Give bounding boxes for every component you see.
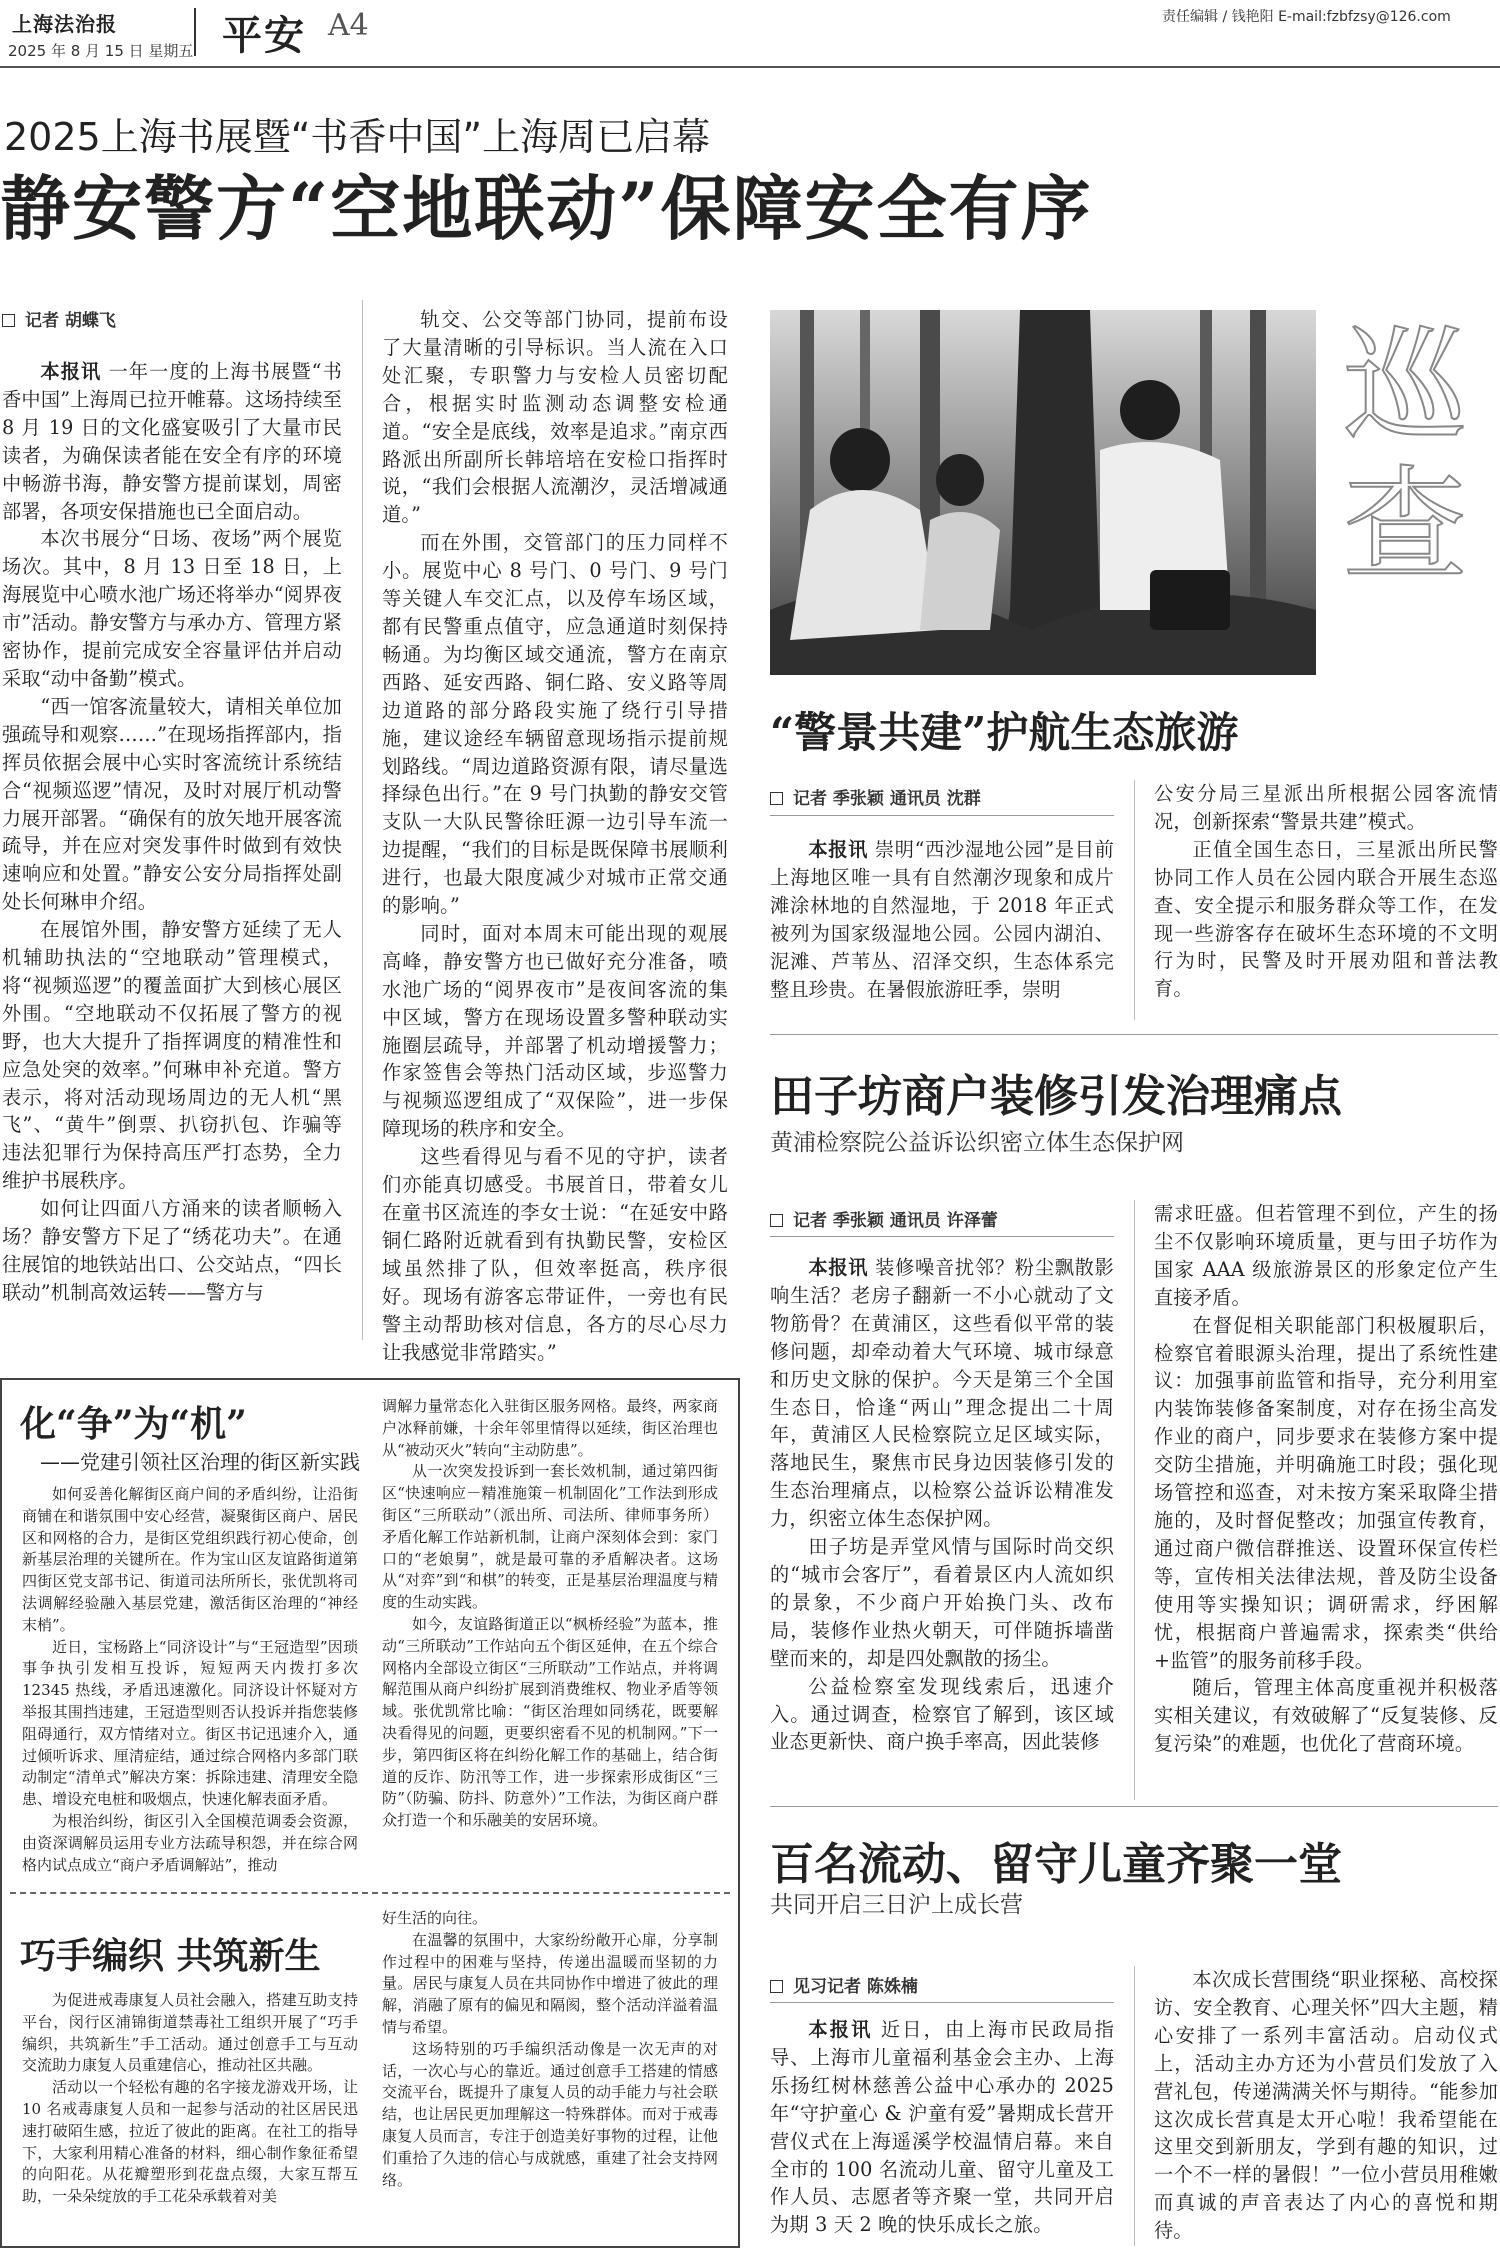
paragraph [1154, 1966, 1498, 2245]
paragraph-text: 一年一度的上海书展暨“书香中国”上海周已拉开帷幕。这场持续至 8 月 19 日的文化盛宴吸引了大量市民读者，为确保读者能在安全有序的环境中畅游书海，静安警方提前谋划，周密部署，各项安保措施也已全面启动。 [2, 360, 342, 523]
paragraph [770, 1673, 1114, 1757]
story4-subhead: 共同开启三日沪上成长营 [770, 1892, 1023, 1918]
paragraph [770, 2016, 1114, 2239]
dateline-lead: 本报讯 [808, 2018, 873, 2041]
story3-headline: 田子坊商户装修引发治理痛点 [770, 1071, 1342, 1122]
column-divider [362, 300, 363, 1340]
story4-headline: 百名流动、留守儿童齐聚一堂 [770, 1839, 1342, 1890]
byline-square-icon [770, 1980, 783, 1993]
paragraph-text: 正值全国生态日，三星派出所民警协同工作人员在公园内联合开展生态巡查、安全提示和服务群众等工作，在发现一些游客存在破坏生态环境的不文明行为时，民警及时开展劝阻和普法教育。 [1154, 837, 1498, 1001]
paragraph-text: 随后，管理主体高度重视并积极落实相关建议，有效破解了“反复装修、反复污染”的难题，也优化了营商环境。 [1154, 1676, 1498, 1756]
paragraph [382, 920, 728, 1143]
paragraph-text: 如何让四面八方涌来的读者顺畅入场？静安警方下足了“绣花功夫”。在通往展馆的地铁站出口、公交站点，“四长联动”机制高效运转——警方与 [2, 1197, 342, 1304]
paragraph-text: 活动以一个轻松有趣的名字接龙游戏开场，让 10 名戒毒康复人员和一起参与活动的社区居民迅速打破陌生感，拉近了彼此的距离。在社工的指导下，大家利用精心准备的材料，细心制作象征希望的向阳花。从花瓣塑形到花盘点缀，大家互帮互助，一朵朵绽放的手工花朵承载着对美 [22, 2078, 358, 2206]
box1-column-1 [22, 1484, 358, 1874]
story2-byline-rule [770, 815, 1114, 816]
box2-column-2 [382, 1908, 718, 2240]
paragraph [382, 529, 728, 920]
top-kicker: 2025上海书展暨“书香中国”上海周已启幕 [4, 115, 711, 159]
paragraph-text: 从一次突发投诉到一套长效机制，通过第四街区“快速响应－精准施策－机制固化”工作法到形成街区“三所联动”（派出所、司法所、律师事务所）矛盾化解工作站新机制，让商户深刻体会到：家门口的“老娘舅”，就是最可靠的矛盾解决者。这场从“对弈”到“和棋”的转变，正是基层治理温度与精度的生动实践。 [382, 1462, 718, 1612]
byline-square-icon [770, 1214, 783, 1227]
paragraph-text: 这场特别的巧手编织活动像是一次无声的对话，一次心与心的靠近。通过创意手工搭建的情感交流平台，既提升了康复人员的动手能力与社会联结，也让居民更加理解这一特殊群体。而对于戒毒康复人员而言，专注于创造美好事物的过程，让他们重拾了久违的信心与成就感，重建了社会支持网络。 [382, 2039, 718, 2189]
story3-byline-rule [770, 1236, 1114, 1237]
patrol-photo [770, 310, 1316, 675]
paragraph [382, 1461, 718, 1614]
paragraph [770, 1533, 1114, 1673]
paragraph [2, 693, 342, 916]
paragraph [770, 1254, 1114, 1533]
editor-line: 责任编辑 / 钱艳阳 E-mail:fzbfzsy@126.com [1162, 9, 1451, 25]
paragraph-text: “西一馆客流量较大，请相关单位加强疏导和观察……”在现场指挥部内，指挥员依据会展中心实时客流统计系统结合“视频巡逻”情况，及时对展厅机动警力展开部署。“确保有的放矢地开展客流疏导，并在应对突发事件时做到有效快速响应和处置。”静安公安分局指挥处副处长何琳申介绍。 [2, 694, 342, 914]
dateline-lead: 本报讯 [808, 838, 869, 861]
paragraph [2, 1195, 342, 1307]
paragraph-text: 轨交、公交等部门协同，提前布设了大量清晰的引导标识。当人流在入口处汇聚，专职警力与安检人员密切配合，根据实时监测动态调整安检通道。“安全是底线，效率是追求。”南京西路派出所副所长韩培培在安检口指挥时说，“我们会根据人流潮汐，灵活增减通道。” [382, 308, 728, 527]
paragraph-text: 需求旺盛。但若管理不到位，产生的扬尘不仅影响环境质量，更与田子坊作为国家 AAA 级旅游景区的形象定位产生直接矛盾。 [1154, 1202, 1498, 1309]
paragraph-text: 在督促相关职能部门积极履职后，检察官着眼源头治理，提出了系统性建议：加强事前监管和指导，充分利用室内装饰装修备案制度，对存在扬尘高发作业的商户，同步要求在装修方案中提交防尘措施，并明确施工时段；强化现场管控和巡查，对未按方案采取降尘措施的，及时督促整改；加强宣传教育，通过商户微信群推送、设置环保宣传栏等，宣传相关法律法规，普及防尘设备使用等实操知识；调研需求，纾困解忧，根据商户普遍需求，探索类“供给+监管”的服务前移手段。 [1154, 1313, 1498, 1672]
box1-subhead: ——党建引领社区治理的街区新实践 [40, 1450, 360, 1474]
paragraph [1154, 1200, 1498, 1312]
byline-text: 记者 胡蝶飞 [25, 311, 116, 331]
byline-square-icon [770, 792, 783, 805]
patrol-stamp: 巡查 [1342, 314, 1467, 598]
paragraph-text: 好生活的向往。 [382, 1909, 488, 1927]
paragraph [22, 2077, 358, 2208]
box2-column-1 [22, 1990, 358, 2240]
paragraph [382, 1908, 718, 1930]
column-divider [1134, 1200, 1135, 1800]
story2-column-1 [770, 836, 1114, 1016]
masthead-divider [194, 8, 196, 56]
paragraph [2, 916, 342, 1195]
paragraph [22, 1990, 358, 2077]
byline-text: 见习记者 陈姝楠 [793, 1977, 918, 1997]
byline-square-icon [2, 314, 15, 327]
story4-byline [770, 1972, 918, 1997]
box-inner-divider [10, 1892, 730, 1894]
story3-column-1 [770, 1254, 1114, 1794]
paragraph [22, 1637, 358, 1811]
section-name: 平安 [222, 12, 306, 59]
paragraph-text: 本次成长营围绕“职业探秘、高校探访、安全教育、心理关怀”四大主题，精心安排了一系列丰富活动。启动仪式上，活动主办方还为小营员们发放了入营礼包，传递满满关怀与期待。“能参加这次成长营真是太开心啦！我希望能在这里交到新朋友，学到有趣的知识，过一个不一样的暑假！”一位小营员用稚嫩而真诚的声音表达了内心的喜悦和期待。 [1154, 1968, 1498, 2243]
paragraph-text: 本次书展分“日场、夜场”两个展览场次。其中，8 月 13 日至 18 日，上海展览中心喷水池广场还将举办“阅界夜市”活动。静安警方与承办方、管理方紧密协作，提前完成安全容量评估并启动采取“动中备勤”模式。 [2, 527, 342, 690]
column-divider [1134, 780, 1135, 1020]
byline-text: 记者 季张颖 通讯员 许泽蕾 [793, 1211, 998, 1231]
paragraph [382, 2039, 718, 2192]
top-byline [2, 306, 116, 331]
story2-column-2 [1154, 780, 1498, 1016]
paragraph [770, 836, 1114, 1003]
paragraph [2, 525, 342, 692]
paragraph-text: 近日，由上海市民政局指导、上海市儿童福利基金会主办、上海乐扬红树林慈善公益中心承办的 2025 年“守护童心 & 沪童有爱”暑期成长营开营仪式在上海遥溪学校温情启幕。来自全市的 100 名流动儿童、留守儿童及工作人员、志愿者等齐聚一堂，共同开启为期 3 天 2 晚的快乐成长之旅。 [770, 2018, 1114, 2237]
paragraph-text: 近日，宝杨路上“同济设计”与“王冠造型”因琐事争执引发相互投诉，短短两天内拨打多次 12345 热线，矛盾迅速激化。同济设计怀疑对方举报其围挡违建，王冠造型则否认投诉并指您装修阻碍通行，双方情绪对立。街区书记迅速介入，通过倾听诉求、厘清症结，通过综合网格内多部门联动制定“清单式”解决方案：拆除违建、清理安全隐患、增设充电桩和吸烟点，快速化解表面矛盾。 [22, 1637, 358, 1809]
top-headline: 静安警方“空地联动”保障安全有序 [0, 167, 1093, 250]
paper-name: 上海法治报 [12, 12, 117, 36]
story3-column-2 [1154, 1200, 1498, 1794]
story4-column-2 [1154, 1966, 1498, 2248]
paragraph-text: 为促进戒毒康复人员社会融入，搭建互助支持平台，闵行区浦锦街道禁毒社工组织开展了“巧手编织，共筑新生”手工活动。通过创意手工与互动交流助力康复人员重建信心，推动社区共融。 [22, 1991, 358, 2075]
column-divider [1134, 1966, 1135, 2246]
story3-subhead: 黄浦检察院公益诉讼织密立体生态保护网 [770, 1130, 1184, 1156]
paragraph [22, 1484, 358, 1637]
paragraph-text: 这些看得见与看不见的守护，读者们亦能真切感受。书展首日，带着女儿在童书区流连的李女士说：“在延安中路铜仁路附近就看到有执勤民警，安检区域虽然排了队，但效率挺高，秩序很好。现场有游客忘带证件，一旁也有民警主动帮助核对信息，各方的尽心尽力让我感觉非常踏实。” [382, 1145, 728, 1364]
byline-text: 记者 季张颖 通讯员 沈群 [793, 789, 981, 809]
paragraph [2, 358, 342, 525]
story2-byline [770, 784, 981, 809]
paragraph-text: 在温馨的氛围中，大家纷纷敞开心扉，分享制作过程中的困难与坚持，传递出温暖而坚韧的力量。居民与康复人员在共同协作中增进了彼此的理解，消融了原有的偏见和隔阂，整个活动洋溢着温情与希望。 [382, 1930, 718, 2036]
paragraph [22, 1811, 358, 1876]
date-line: 2025 年 8 月 15 日 星期五 [8, 42, 194, 60]
story3-bottom-rule [770, 1806, 1498, 1807]
paragraph-text: 在展馆外围，静安警方延续了无人机辅助执法的“空地联动”管理模式，将“视频巡逻”的覆盖面扩大到核心展区外围。“空地联动不仅拓展了警方的视野，也大大提升了指挥调度的精准性和应急处突的效率。”何琳申补充道。警方表示，将对活动现场周边的无人机“黑飞”、“黄牛”倒票、扒窃扒包、诈骗等违法犯罪行为保持高压严打态势，全力维护书展秩序。 [2, 918, 342, 1193]
paragraph-text: 而在外围，交管部门的压力同样不小。展览中心 8 号门、0 号门、9 号门等关键人车交汇点，以及停车场区域，都有民警重点值守，应急通道时刻保持畅通。为均衡区域交通流，警方在南京西路、延安西路、铜仁路、安义路等周边道路的部分路段实施了绕行引导措施，建议途经车辆留意现场指示提前规划路线。“周边道路资源有限，请尽量选择绿色出行。”在 9 号门执勤的静安交管支队一大队民警徐旺源一边引导车流一边提醒，“我们的目标是既保障书展顺利进行，也最大限度减少对城市正常交通的影响。” [382, 531, 728, 918]
paragraph-text: 崇明“西沙湿地公园”是目前上海地区唯一具有自然潮汐现象和成片滩涂林地的自然湿地，于 2018 年正式被列为国家级湿地公园。公园内湖泊、泥滩、芦苇丛、沼泽交织，生态体系完整且珍贵。在暑假旅游旺季，崇明 [770, 838, 1114, 1001]
paragraph [1154, 1674, 1498, 1758]
paragraph-text: 为根治纠纷，街区引入全国模范调委会资源，由资深调解员运用专业方法疏导积怨，并在综合网格内试点成立“商户矛盾调解站”，推动 [22, 1811, 358, 1874]
paragraph-text: 如何妥善化解街区商户间的矛盾纠纷，让沿街商铺在和谐氛围中安心经营，凝聚街区商户、居民区和网格的合力，是街区党组织践行初心使命，创新基层治理的关键所在。作为宝山区友谊路街道第四街区党支部书记、街道司法所所长，张优凯将司法调解经验融入基层党建，激活街区治理的“神经末梢”。 [22, 1485, 358, 1634]
paragraph [382, 1396, 718, 1461]
box1-column-2 [382, 1396, 718, 1874]
paragraph [382, 306, 728, 529]
paragraph [1154, 1312, 1498, 1675]
paragraph-text: 调解力量常态化入驻街区服务网格。最终，两家商户冰释前嫌，十余年邻里情得以延续，街区治理也从“被动灭火”转向“主动防患”。 [382, 1397, 718, 1459]
story2-headline: “警景共建”护航生态旅游 [770, 708, 1239, 757]
page-number: A4 [328, 8, 369, 43]
story4-byline-rule [770, 2002, 1114, 2003]
paragraph [382, 1614, 718, 1832]
story3-byline [770, 1206, 998, 1231]
forest-patrol-image [770, 310, 1316, 675]
dateline-lead: 本报讯 [808, 1256, 869, 1279]
box1-headline: 化“争”为“机” [20, 1403, 247, 1445]
paragraph-text: 公安分局三星派出所根据公园客流情况，创新探索“警景共建”模式。 [1154, 782, 1498, 833]
paragraph [1154, 780, 1498, 836]
top-story-column-1 [2, 358, 342, 1346]
paragraph-text: 同时，面对本周末可能出现的观展高峰，静安警方也已做好充分准备，喷水池广场的“阅界夜市”是夜间客流的集中区域，警方在现场设置多警种联动实施圈层疏导，并部署了机动增援警力；作家签售会等热门活动区域，步巡警力与视频巡逻组成了“双保险”，进一步保障现场的秩序和安全。 [382, 921, 728, 1141]
paragraph-text: 公益检察室发现线索后，迅速介入。通过调查，检察官了解到，该区域业态更新快、商户换手率高，因此装修 [770, 1674, 1114, 1754]
box2-headline: 巧手编织 共筑新生 [20, 1935, 321, 1977]
paragraph [382, 1930, 718, 2039]
paragraph-text: 装修噪音扰邻？粉尘飘散影响生活？老房子翻新一不小心就动了文物筋骨？在黄浦区，这些看似平常的装修问题，却牵动着大气环境、城市绿意和历史文脉的保护。今天是第三个全国生态日，恰逢“两山”理念提出二十周年，黄浦区人民检察院立足区域实际，落地民生，聚焦市民身边因装修引发的生态治理痛点，以检察公益诉讼精准发力，织密立体生态保护网。 [770, 1256, 1114, 1531]
paragraph-text: 如今，友谊路街道正以“枫桥经验”为蓝本，推动“三所联动”工作站向五个街区延伸，在五个综合网格内全部设立街区“三所联动”工作站点，并将调解范围从商户纠纷扩展到消费维权、物业矛盾等领域。张优凯常比喻：“街区治理如同绣花，既要解决看得见的问题，更要织密看不见的机制网。”下一步，第四街区将在纠纷化解工作的基础上，结合街道的反诈、防汛等工作，进一步探索形成街区“三防”（防骗、防抖、防意外）”工作法，为街区商户群众打造一个和乐融美的安居环境。 [382, 1614, 718, 1830]
paragraph [382, 1143, 728, 1366]
paragraph-text: 田子坊是弄堂风情与国际时尚交织的“城市会客厅”，看着景区内人流如织的景象，不少商户开始换门头、改布局，装修作业热火朝天，可伴随拆墙凿壁而来的，却是四处飘散的扬尘。 [770, 1535, 1114, 1670]
paragraph [1154, 836, 1498, 1003]
top-story-column-2 [382, 306, 728, 1364]
story4-column-1 [770, 2016, 1114, 2248]
dateline-lead: 本报讯 [40, 360, 102, 383]
story2-bottom-rule [770, 1034, 1498, 1035]
masthead-rule [0, 66, 1500, 68]
